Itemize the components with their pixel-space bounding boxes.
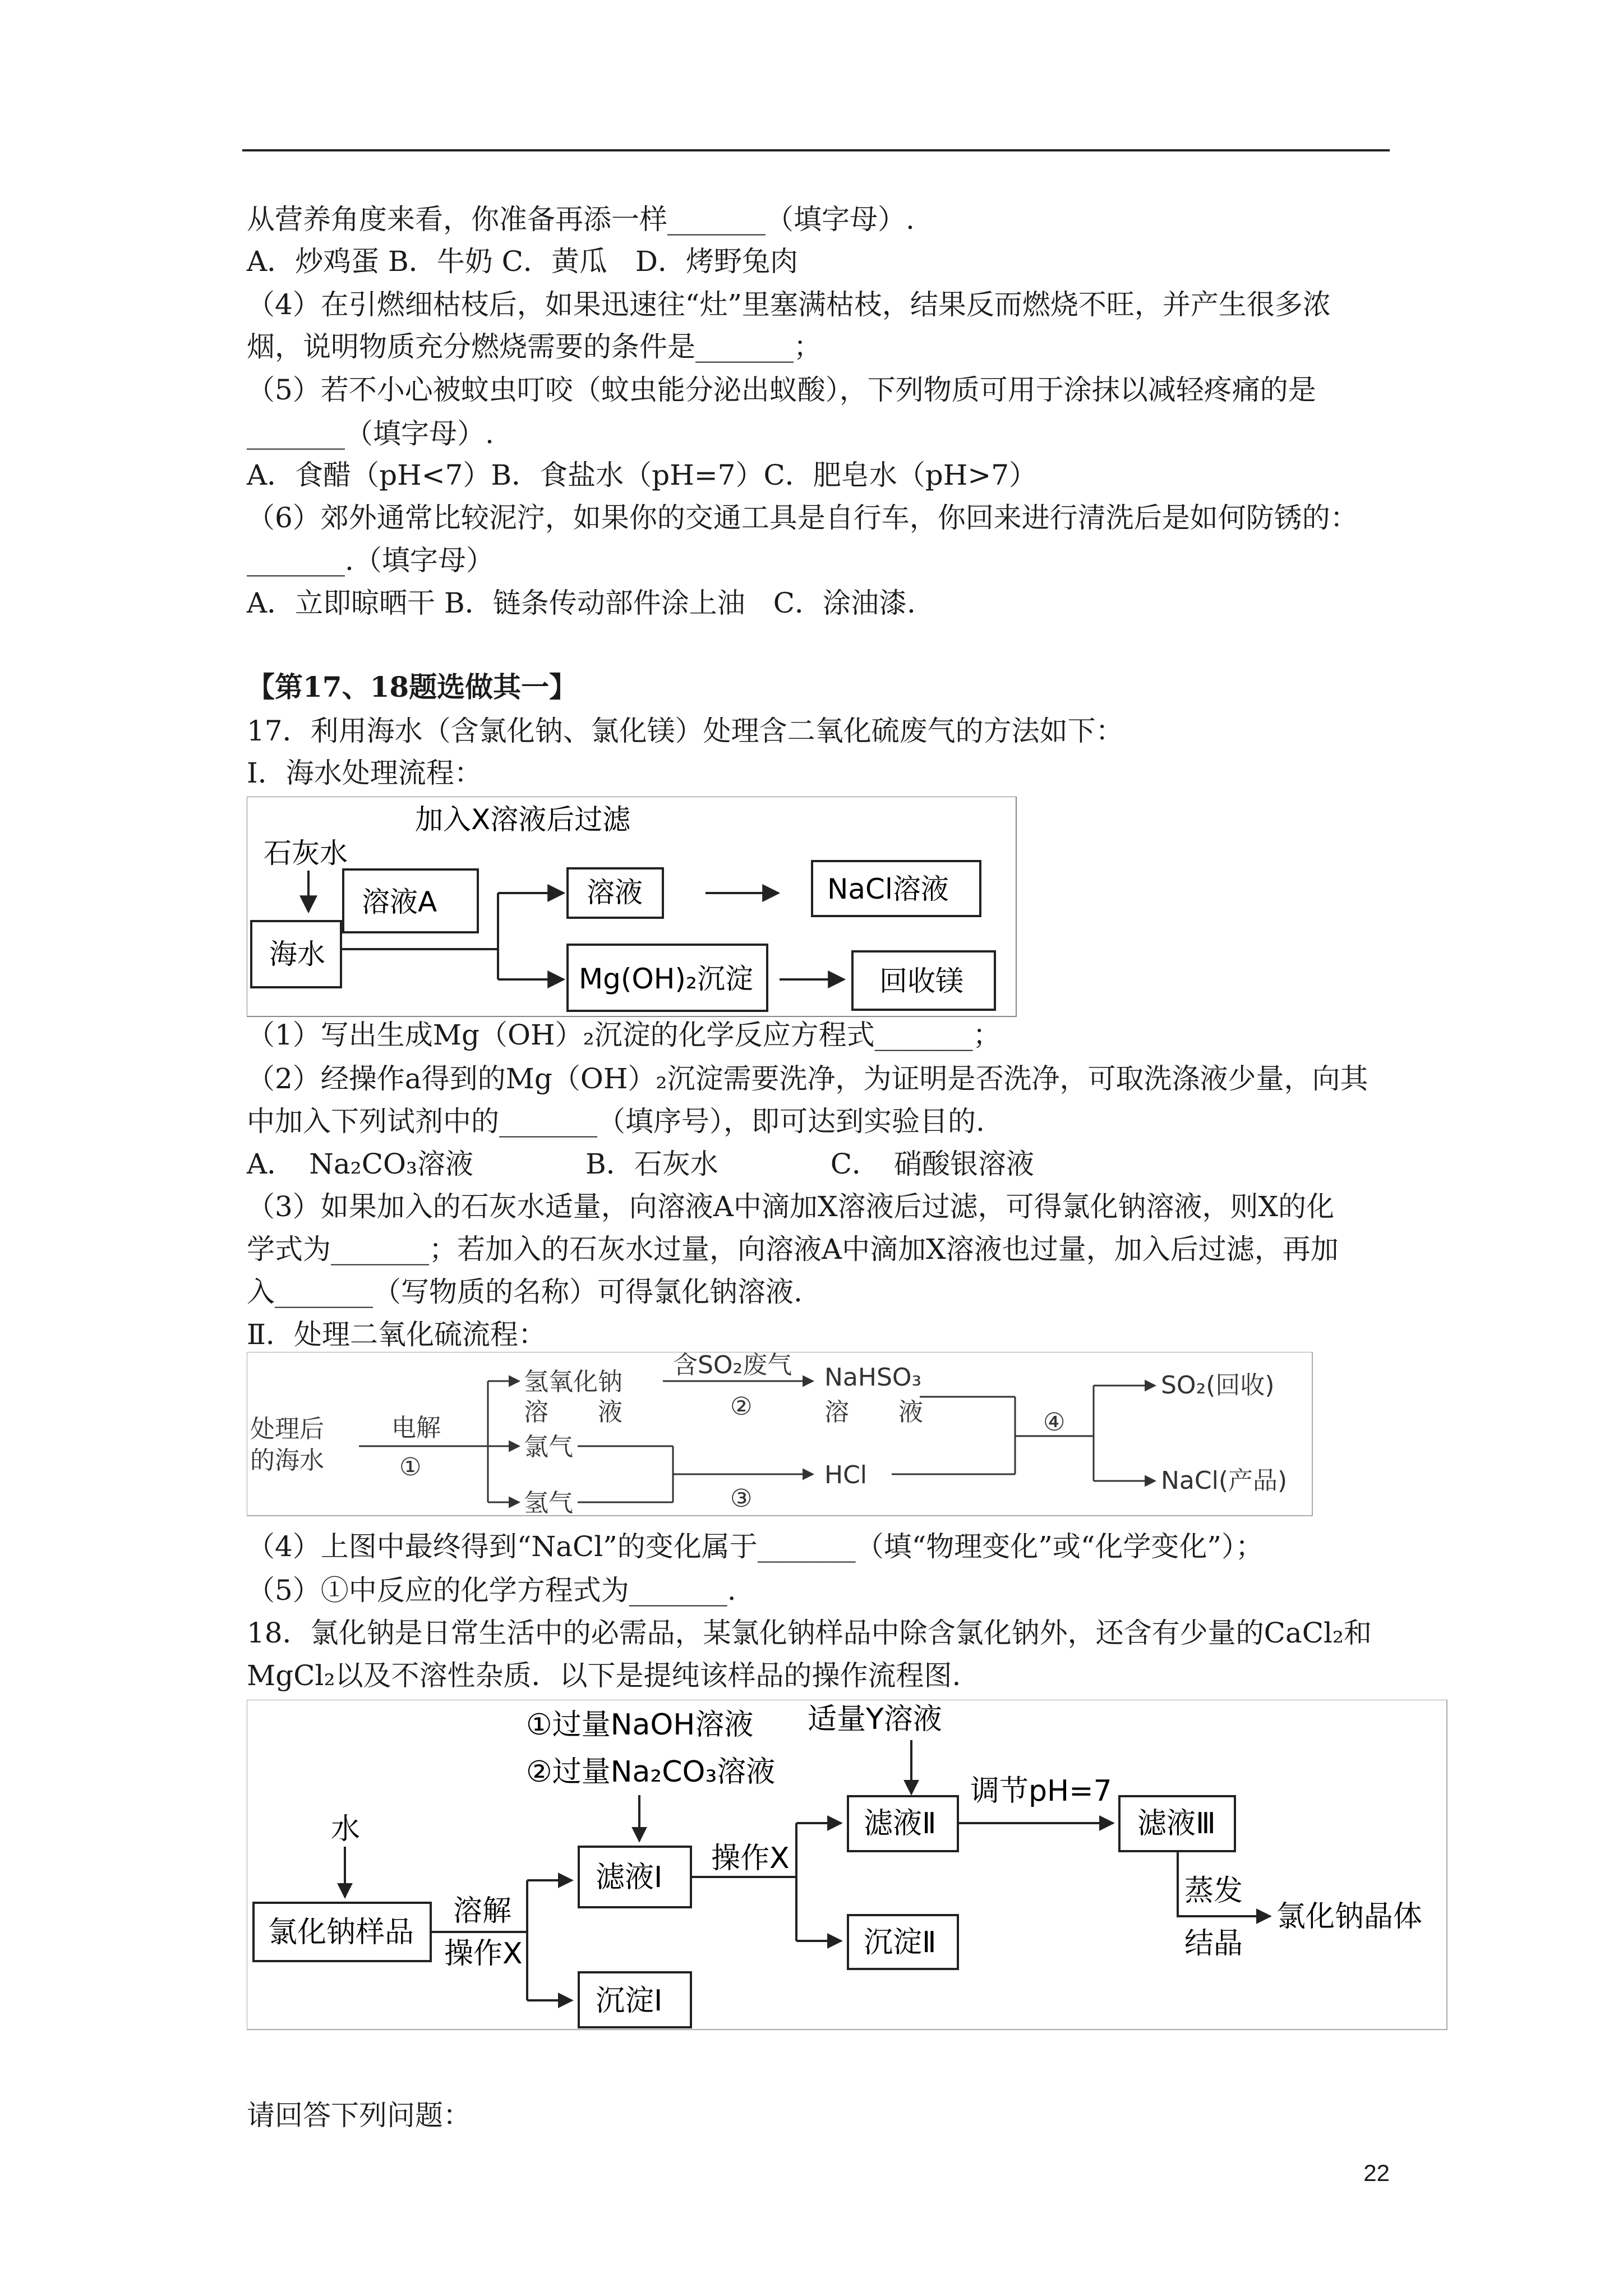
reagent-y-label: 适量Y溶液 xyxy=(808,1703,942,1736)
reagent-na2co3-label: ②过量Na₂CO₃溶液 xyxy=(526,1755,776,1789)
text-line: （1）写出生成Mg（OH）₂沉淀的化学反应方程式_______； xyxy=(247,1019,1001,1051)
so2-gas-label: 含SO₂废气 xyxy=(673,1352,792,1379)
treated-seawater-label: 的海水 xyxy=(250,1446,324,1475)
solution-label: 溶液 xyxy=(587,876,643,909)
text-line: 入_______（写物质的名称）可得氯化钠溶液. xyxy=(247,1276,803,1308)
text-line: A．炒鸡蛋 B．牛奶 C．黄瓜 D．烤野兔肉 xyxy=(247,245,798,278)
step-3-label: ③ xyxy=(730,1484,753,1513)
text-line: （5）若不小心被蚊虫叮咬（蚊虫能分泌出蚁酸），下列物质可用于涂抹以减轻疼痛的是 xyxy=(247,374,1316,406)
hcl-label: HCl xyxy=(824,1461,868,1489)
water-label: 水 xyxy=(331,1812,361,1846)
precipitate-2-label: 沉淀Ⅱ xyxy=(864,1926,937,1959)
nacl-sample-label: 氯化钠样品 xyxy=(268,1916,414,1949)
nahso3-label: NaHSO₃ xyxy=(824,1363,922,1392)
mgoh2-label: Mg(OH)₂沉淀 xyxy=(579,963,753,995)
filtrate-3-label: 滤液Ⅲ xyxy=(1137,1807,1216,1841)
dissolve-label: 溶解 xyxy=(453,1894,512,1928)
hydrogen-label: 氢气 xyxy=(524,1489,573,1517)
text-line: （5）①中反应的化学方程式为_______. xyxy=(247,1574,736,1607)
filtrate-1-label: 滤液Ⅰ xyxy=(596,1861,663,1894)
nacl-product-label: NaCl(产品) xyxy=(1161,1466,1288,1495)
text-line: Ⅰ．海水处理流程： xyxy=(247,757,482,789)
nacl-solution-label: NaCl溶液 xyxy=(827,873,949,905)
text-line: （4）在引燃细枯枝后，如果迅速往“灶”里塞满枯枝，结果反而燃烧不旺，并产生很多浓 xyxy=(247,288,1331,321)
sodium-hydroxide-label: 溶 液 xyxy=(524,1398,623,1427)
text-line: 请回答下列问题： xyxy=(247,2099,471,2132)
crystallize-label: 结晶 xyxy=(1184,1927,1243,1961)
evaporate-label: 蒸发 xyxy=(1184,1874,1243,1908)
text-line: Ⅱ．处理二氧化硫流程： xyxy=(247,1318,546,1351)
text-line: 从营养角度来看，你准备再添一样_______（填字母）. xyxy=(247,203,915,236)
step-2-label: ② xyxy=(730,1392,753,1421)
electrolysis-label: 电解 xyxy=(391,1414,441,1442)
section-heading: 【第17、18题选做其一】 xyxy=(247,670,578,703)
text-line: _______.（填字母） xyxy=(247,544,494,577)
seawater-flow-diagram xyxy=(247,797,1021,1021)
precipitate-1-label: 沉淀Ⅰ xyxy=(596,1984,663,2018)
text-line: 学式为_______；若加入的石灰水过量，向溶液A中滴加X溶液也过量，加入后过滤，再加 xyxy=(247,1233,1339,1266)
text-line: A．食醋（pH<7）B．食盐水（pH=7）C．肥皂水（pH>7） xyxy=(247,459,1038,491)
nacl-crystal-label: 氯化钠晶体 xyxy=(1276,1900,1423,1934)
treated-seawater-label: 处理后 xyxy=(250,1415,324,1443)
filtrate-2-label: 滤液Ⅱ xyxy=(864,1807,937,1841)
header-rule xyxy=(242,149,1390,151)
filter-label: 加入X溶液后过滤 xyxy=(415,803,631,836)
text-line: （2）经操作a得到的Mg（OH）₂沉淀需要洗净，为证明是否洗净，可取洗涤液少量，向其 xyxy=(247,1062,1368,1095)
text-line: A． Na₂CO₃溶液 B．石灰水 C． 硝酸银溶液 xyxy=(247,1148,1035,1180)
so2-flow-diagram xyxy=(247,1352,1318,1520)
seawater-label: 海水 xyxy=(269,938,325,970)
text-line: MgCl₂以及不溶性杂质．以下是提纯该样品的操作流程图. xyxy=(247,1659,961,1692)
so2-recovery-label: SO₂(回收) xyxy=(1161,1371,1275,1400)
text-line: A．立即晾晒干 B．链条传动部件涂上油 C．涂油漆. xyxy=(247,587,916,619)
text-line: （4）上图中最终得到“NaCl”的变化属于_______（填“物理变化”或“化学变化”）； xyxy=(247,1530,1264,1563)
text-line: 18．氯化钠是日常生活中的必需品，某氯化钠样品中除含氯化钠外，还含有少量的CaCl₂和 xyxy=(247,1617,1372,1649)
diagram-frame xyxy=(247,1700,1447,2030)
adjust-ph-label: 调节pH=7 xyxy=(970,1774,1112,1808)
purification-flow-diagram xyxy=(247,1700,1453,2036)
text-line: （6）郊外通常比较泥泞，如果你的交通工具是自行车，你回来进行清洗后是如何防锈的： xyxy=(247,501,1358,534)
nahso3-label: 溶 液 xyxy=(824,1398,923,1427)
chlorine-label: 氯气 xyxy=(524,1433,573,1461)
operation-x-label: 操作X xyxy=(444,1937,523,1971)
step-1-label: ① xyxy=(399,1453,422,1481)
text-line: 中加入下列试剂中的_______（填序号），即可达到实验目的. xyxy=(247,1105,985,1138)
reagent-naoh-label: ①过量NaOH溶液 xyxy=(526,1708,754,1742)
solution-a-label: 溶液A xyxy=(362,886,437,918)
text-line: 17．利用海水（含氯化钠、氯化镁）处理含二氧化硫废气的方法如下： xyxy=(247,715,1124,747)
page-number: 22 xyxy=(1363,2160,1390,2186)
text-line: （3）如果加入的石灰水适量，向溶液A中滴加X溶液后过滤，可得氯化钠溶液，则X的化 xyxy=(247,1190,1335,1223)
text-line: _______（填字母）. xyxy=(247,417,494,450)
recover-mg-label: 回收镁 xyxy=(879,965,963,997)
sodium-hydroxide-label: 氢氧化钠 xyxy=(524,1368,623,1396)
text-line: 烟，说明物质充分燃烧需要的条件是_______； xyxy=(247,330,822,363)
operation-x-label: 操作X xyxy=(711,1842,790,1875)
lime-water-label: 石灰水 xyxy=(264,837,348,869)
step-4-label: ④ xyxy=(1043,1408,1066,1437)
